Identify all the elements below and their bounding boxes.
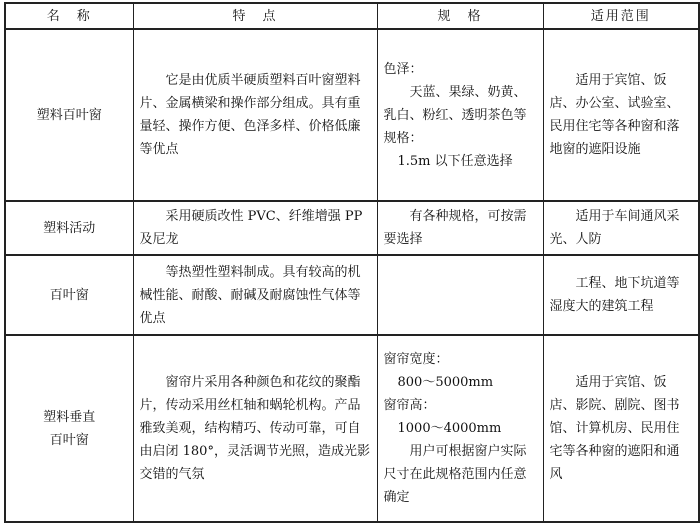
scope-text: 工程、地下坑道等湿度大的建筑工程 [549,276,680,314]
feature-text: 它是由优质半硬质塑料百叶窗塑料片、金属横梁和操作部分组成。具有重量轻、操作方便、色泽多样、价格低廉等优点 [139,73,361,157]
row-spec [377,29,543,201]
spec-line: 1000～4000mm [397,421,502,436]
row-scope [543,335,699,522]
scope-text: 适用于宾馆、饭店、影院、剧院、图书馆、计算机房、民用住宅等各种窗的遮阳和通风 [549,375,680,482]
spec-table [4,2,700,523]
row-feature [133,201,377,255]
row-feature [133,29,377,201]
spec-line: 800～5000mm [397,375,494,390]
spec-line: 用户可根据窗户实际尺寸在此规格范围内任意确定 [383,444,527,505]
spec-line: 天蓝、果绿、奶黄、乳白、粉红、透明茶色等 [383,84,527,123]
spec-line: 规格： [383,130,423,146]
feature-text: 采用硬质改性 PVC、纤维增强 PP 及尼龙 [139,209,363,247]
table-row [5,29,699,201]
feature-text: 窗帘片采用各种颜色和花纹的聚酯片，传动采用丝杠轴和蜗轮机构。产品雅致美观，结构精巧、传动可靠，可自由启闭 180°，灵活调节光照，造成光影交错的气氛 [139,375,370,482]
row-name: 塑料百叶窗 [5,29,133,201]
spec-line: 1.5m 以下任意选择 [397,153,513,169]
row-scope [543,201,699,255]
row-feature [133,255,377,335]
row-scope [543,255,699,335]
spec-line: 色泽： [383,61,423,77]
header-spec: 规 格 [377,3,543,29]
row-spec [377,255,543,335]
row-spec [377,201,543,255]
spec-line: 窗帘高： [383,398,436,413]
row-scope [543,29,699,201]
feature-text: 等热塑性塑料制成。具有较高的机械性能、耐酸、耐碱及耐腐蚀性气体等优点 [139,264,361,326]
row-feature [133,335,377,522]
spec-line: 窗帘宽度： [383,352,449,367]
table-row [5,201,699,255]
scope-text: 适用于车间通风采光、人防 [549,209,680,247]
spec-line: 有各种规格，可按需要选择 [383,209,527,247]
header-scope: 适用范围 [543,3,699,29]
row-name: 塑料活动 [5,201,133,255]
scope-text: 适用于宾馆、饭店、办公室、试验室、民用住宅等各种窗和落地窗的遮阳设施 [549,73,680,157]
row-spec [377,335,543,522]
row-name: 百叶窗 [5,255,133,335]
row-name [5,335,133,522]
name-line: 塑料垂直 [43,409,96,425]
name-line: 百叶窗 [49,432,89,448]
header-row [5,3,699,29]
table-row [5,335,699,522]
header-name: 名 称 [5,3,133,29]
table-row [5,255,699,335]
header-feature: 特 点 [133,3,377,29]
